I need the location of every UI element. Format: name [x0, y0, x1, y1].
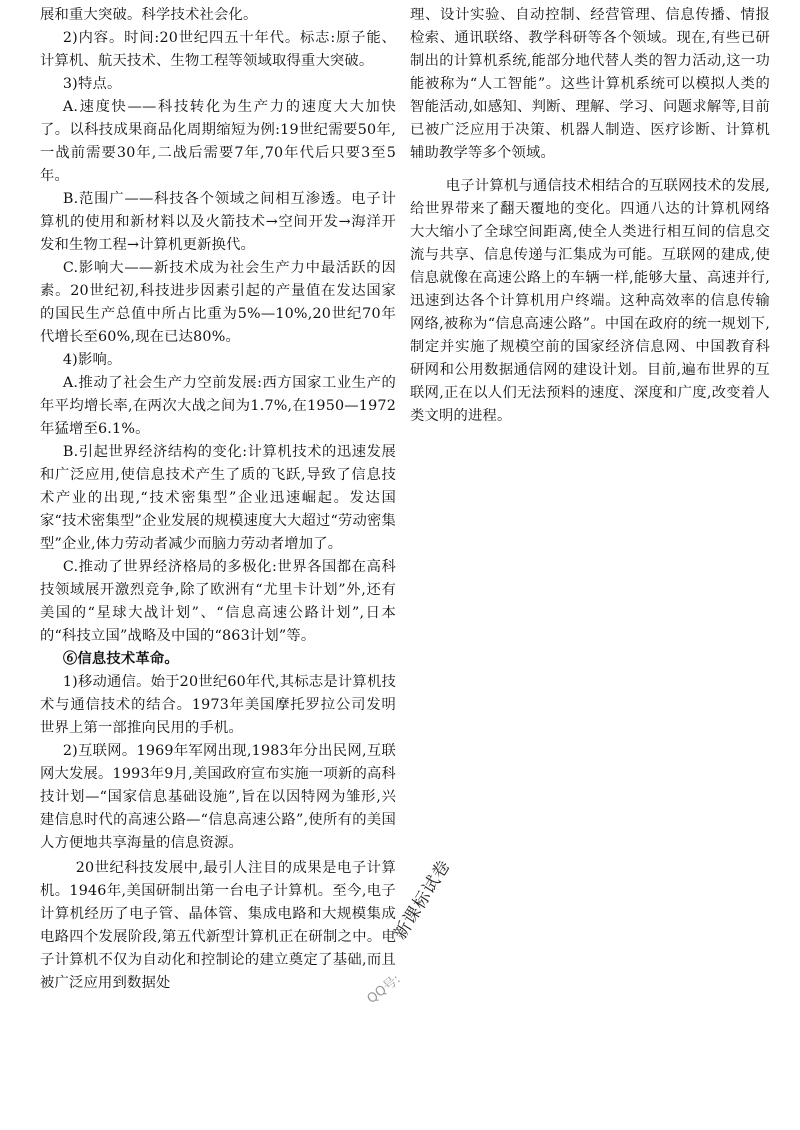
paragraph-gap: [410, 165, 770, 175]
paragraph: 理、设计实验、自动控制、经营管理、信息传播、情报检索、通讯联络、教学科研等各个领域。现在,有些已研制出的计算机系统,能部分地代替人类的智力活动,这一功能被称为“人工智能”。这些计算机系统可以模拟人类的智能活动,如感知、判断、理解、学习、问题求解等,目前已被广泛应用于决策、机器人制造、医疗诊断、计算机辅助教学等多个领域。: [410, 7, 770, 161]
watermark-faint-text: QQ号:: [364, 971, 404, 1007]
paragraph: 展和重大突破。科学技术社会化。: [40, 7, 258, 23]
paragraph: 4)影响。: [62, 352, 122, 368]
paragraph: 2)内容。时间:20世纪四五十年代。标志:原子能、计算机、航天技术、生物工程等领域取得重大突破。: [40, 30, 396, 69]
left-column: [40, 4, 396, 995]
section-heading: ⑥信息技术革命。: [62, 651, 179, 667]
watermark-text: 新课标试卷: [390, 856, 455, 944]
paragraph: 1)移动通信。始于20世纪60年代,其标志是计算机技术与通信技术的结合。1973年美国摩托罗拉公司发明世界上第一部推向民用的手机。: [40, 674, 396, 736]
paragraph: A.推动了社会生产力空前发展:西方国家工业生产的年平均增长率,在两次大战之间为1.7%,在1950—1972年猛增至6.1%。: [40, 375, 396, 437]
paragraph: B.引起世界经济结构的变化:计算机技术的迅速发展和广泛应用,使信息技术产生了质的飞跃,导致了信息技术产业的出现,“技术密集型”企业迅速崛起。发达国家“技术密集型”企业发展的规模速度大大超过“劳动密集型”企业,体力劳动者减少而脑力劳动者增加了。: [40, 444, 396, 552]
right-column: [410, 4, 770, 428]
paragraph: B.范围广——科技各个领域之间相互渗透。电子计算机的使用和新材料以及火箭技术→空间开发→海洋开发和生物工程→计算机更新换代。: [40, 191, 396, 253]
paragraph: 3)特点。: [62, 76, 122, 92]
paragraph: 2)互联网。1969年军网出现,1983年分出民网,互联网大发展。1993年9月,美国政府宣布实施一项新的高科技计划—“国家信息基础设施”,旨在以因特网为雏形,兴建信息时代的高速公路—“信息高速公路”,使所有的美国人方便地共享海量的信息资源。: [40, 743, 396, 851]
paragraph: A.速度快——科技转化为生产力的速度大大加快了。以科技成果商品化周期缩短为例:19世纪需要50年,一战前需要30年,二战后需要7年,70年代后只要3至5年。: [40, 99, 396, 184]
paragraph: 20世纪科技发展中,最引人注目的成果是电子计算机。1946年,美国研制出第一台电子计算机。至今,电子计算机经历了电子管、晶体管、集成电路和大规模集成电路四个发展阶段,第五代新型计算机正在研制之中。电子计算机不仅为自动化和控制论的建立奠定了基础,而且被广泛应用到数据处: [40, 860, 396, 991]
paragraph: C.推动了世界经济格局的多极化:世界各国都在高科技领域展开激烈竞争,除了欧洲有“尤里卡计划”外,还有美国的“星球大战计划”、“信息高速公路计划”,日本的“科技立国”战略及中国的“863计划”等。: [40, 559, 396, 644]
paragraph: C.影响大——新技术成为社会生产力中最活跃的因素。20世纪初,科技进步因素引起的产量值在发达国家的国民生产总值中所占比重为5%—10%,20世纪70年代增长至60%,现在已达80%。: [40, 260, 396, 345]
paragraph: 电子计算机与通信技术相结合的互联网技术的发展,给世界带来了翻天覆地的变化。四通八达的计算机网络大大缩小了全球空间距离,使全人类进行相互间的信息交流与共享、信息传递与汇集成为可能。互联网的建成,使信息就像在高速公路上的车辆一样,能够大量、高速并行,迅速到达各个计算机用户终端。这种高效率的信息传输网络,被称为“信息高速公路”。中国在政府的统一规划下,制定并实施了规模空前的国家经济信息网、中国教育科研网和公用数据通信网的建设计划。目前,遍布世界的互联网,正在以人们无法预料的速度、深度和广度,改变着人类文明的进程。: [410, 178, 770, 424]
